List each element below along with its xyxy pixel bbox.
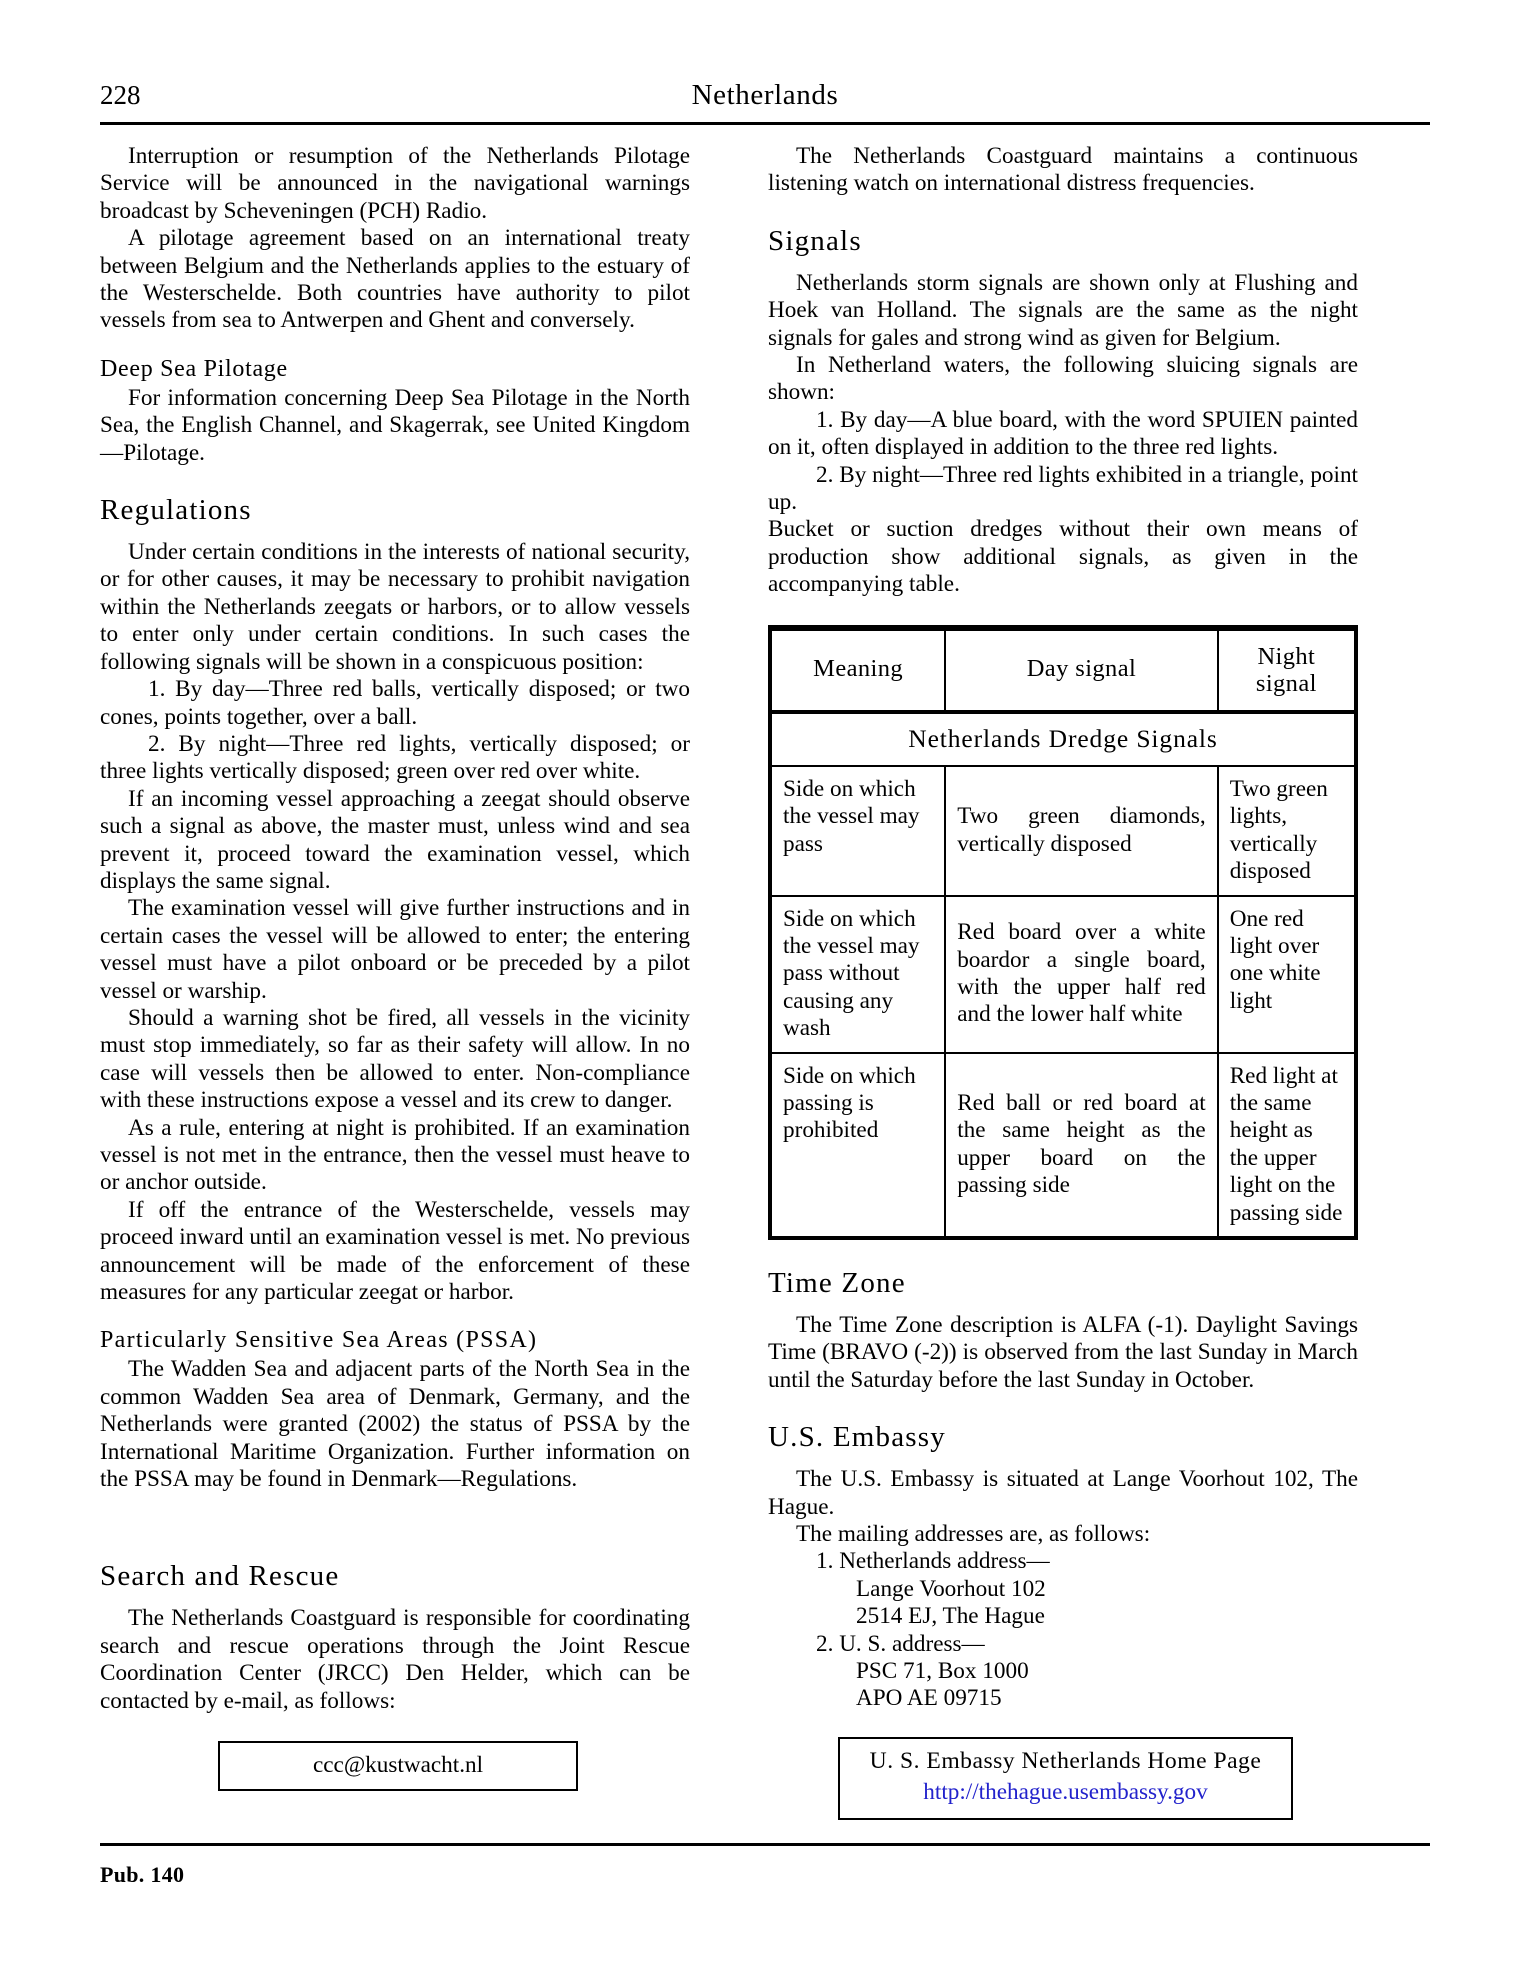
table-row bbox=[772, 766, 1354, 896]
regulations-list-item-1: 1. By day—Three red balls, vertically disposed; or two cones, points together, over a ball. bbox=[100, 676, 690, 730]
paragraph-warning-shot: Should a warning shot be fired, all vessels in the vicinity must stop immediately, so far as their safety will allow. In no case will vessels then be allowed to enter. Non-compliance with these instructions expose a vessel and its crew to danger. bbox=[100, 1004, 690, 1114]
paragraph-examination-vessel: The examination vessel will give further instructions and in certain cases the vessel will be allowed to enter; the entering vessel must have a pilot onboard or be preceded by a pilot vessel or warship. bbox=[100, 895, 690, 1004]
cell-day-signal: Red board over a white boardor a single board, with the upper half red and the lower half white bbox=[945, 896, 1218, 1053]
header-rule bbox=[100, 122, 1430, 125]
paragraph-westerschelde-entrance: If off the entrance of the Westerschelde, vessels may proceed inward until an examination vessel is met. No previous announcement will be made of the enforcement of these measures for any particular zeegat or harbor. bbox=[100, 1196, 690, 1306]
paragraph-dredges: Bucket or suction dredges without their own means of production show additional signals, as given in the accompanying table. bbox=[768, 516, 1358, 598]
left-column bbox=[100, 143, 690, 1791]
table-caption: Netherlands Dredge Signals bbox=[908, 723, 1218, 753]
cell-day-signal: Red ball or red board at the same height as the upper board on the passing side bbox=[945, 1053, 1218, 1236]
running-head bbox=[100, 78, 1430, 118]
address-item-2-line-2: APO AE 09715 bbox=[856, 1685, 1002, 1712]
footer-rule bbox=[100, 1843, 1430, 1846]
paragraph-incoming-vessel: If an incoming vessel approaching a zeegat should observe such a signal as above, the master must, unless wind and sea prevent it, proceed toward the examination vessel, which displays the same signal. bbox=[100, 785, 690, 894]
table-caption-row bbox=[772, 712, 1354, 766]
address-item-1-label: 1. Netherlands address— bbox=[816, 1548, 1050, 1575]
column-header-day-signal: Day signal bbox=[945, 630, 1218, 712]
signals-list-item-2: 2. By night—Three red lights exhibited in a triangle, point up. bbox=[768, 461, 1358, 516]
spacer bbox=[100, 1493, 690, 1533]
heading-time-zone: Time Zone bbox=[768, 1267, 906, 1299]
address-item-1-line-2: 2514 EJ, The Hague bbox=[856, 1603, 1045, 1630]
heading-regulations: Regulations bbox=[100, 494, 252, 527]
paragraph-coastguard-watch: The Netherlands Coastguard maintains a continuous listening watch on international distress frequencies. bbox=[768, 143, 1358, 197]
cell-night-signal: One red light over one white light bbox=[1218, 896, 1354, 1053]
column-header-night-signal: Night signal bbox=[1218, 630, 1354, 712]
running-title: Netherlands bbox=[691, 79, 839, 111]
address-item-2-label: 2. U. S. address— bbox=[816, 1630, 985, 1657]
paragraph-search-and-rescue: The Netherlands Coastguard is responsible for coordinating search and rescue operations through the Joint Rescue Coordination Center (JRCC) Den Helder, which can be contacted by e-mail, as follows: bbox=[100, 1605, 690, 1714]
cell-day-signal: Two green diamonds, vertically disposed bbox=[945, 766, 1218, 896]
page-number: 228 bbox=[100, 80, 141, 110]
cell-night-signal: Two green lights, vertically disposed bbox=[1218, 766, 1354, 896]
address-item-1-line-1: Lange Voorhout 102 bbox=[856, 1575, 1046, 1602]
heading-us-embassy: U.S. Embassy bbox=[768, 1421, 946, 1454]
paragraph-regulations-intro: Under certain conditions in the interests of national security, or for other causes, it may be necessary to prohibit navigation within the Netherlands zeegats or harbors, or to allow vessels to enter only under certain conditions. In such cases the following signals will be shown in a conspicuous position: bbox=[100, 539, 690, 675]
regulations-list-item-2: 2. By night—Three red lights, vertically disposed; or three lights vertically disposed; green over red over white. bbox=[100, 730, 690, 785]
column-header-meaning: Meaning bbox=[772, 630, 945, 712]
heading-deep-sea-pilotage: Deep Sea Pilotage bbox=[100, 355, 288, 382]
paragraph-night-entry: As a rule, entering at night is prohibited. If an examination vessel is not met in the entrance, then the vessel must heave to or anchor outside. bbox=[100, 1114, 690, 1196]
cell-meaning: Side on which passing is prohibited bbox=[772, 1053, 945, 1236]
table-header-row bbox=[772, 630, 1354, 712]
dredge-signals-table bbox=[772, 629, 1354, 1236]
table-row bbox=[772, 1053, 1354, 1236]
signals-list-item-1: 1. By day—A blue board, with the word SPUIEN painted on it, often displayed in addition to the three red lights. bbox=[768, 406, 1358, 461]
right-column bbox=[768, 143, 1358, 1820]
dredge-signals-table-wrapper bbox=[768, 625, 1358, 1240]
paragraph-time-zone: The Time Zone description is ALFA (-1). Daylight Savings Time (BRAVO (-2)) is observed from the last Sunday in March until the Saturday before the last Sunday in October. bbox=[768, 1312, 1358, 1393]
embassy-homepage-box bbox=[838, 1737, 1293, 1820]
paragraph-pilotage-agreement: A pilotage agreement based on an international treaty between Belgium and the Netherlands applies to the estuary of the Westerschelde. Both countries have authority to pilot vessels from sea to Antwerpen and Ghent and conversely. bbox=[100, 225, 690, 334]
heading-signals: Signals bbox=[768, 224, 862, 257]
embassy-address-list bbox=[768, 1548, 1358, 1712]
cell-meaning: Side on which the vessel may pass without causing any wash bbox=[772, 896, 945, 1053]
embassy-homepage-title: U. S. Embassy Netherlands Home Page bbox=[869, 1747, 1262, 1774]
coastguard-email-address: ccc@kustwacht.nl bbox=[312, 1752, 484, 1779]
paragraph-deep-sea-pilotage: For information concerning Deep Sea Pilotage in the North Sea, the English Channel, and Skagerrak, see United Kingdom—Pilotage. bbox=[100, 384, 690, 466]
paragraph-storm-signals: Netherlands storm signals are shown only at Flushing and Hoek van Holland. The signals are the same as the night signals for gales and strong wind as given for Belgium. bbox=[768, 269, 1358, 351]
table-row bbox=[772, 896, 1354, 1053]
publication-number: Pub. 140 bbox=[100, 1862, 185, 1887]
paragraph-interruption: Interruption or resumption of the Netherlands Pilotage Service will be announced in the navigational warnings broadcast by Scheveningen (PCH) Radio. bbox=[100, 143, 690, 224]
embassy-homepage-link[interactable]: http://thehague.usembassy.gov bbox=[923, 1778, 1208, 1805]
paragraph-mailing-intro: The mailing addresses are, as follows: bbox=[796, 1521, 1151, 1548]
cell-night-signal: Red light at the same height as the upper light on the passing side bbox=[1218, 1053, 1354, 1236]
paragraph-pssa: The Wadden Sea and adjacent parts of the North Sea in the common Wadden Sea area of Denmark, Germany, and the Netherlands were granted (2002) the status of PSSA by the International Maritime Organization. Further information on the PSSA may be found in Denmark—Regulations. bbox=[100, 1356, 690, 1493]
heading-pssa: Particularly Sensitive Sea Areas (PSSA) bbox=[100, 1327, 538, 1354]
heading-search-and-rescue: Search and Rescue bbox=[100, 1560, 340, 1593]
cell-meaning: Side on which the vessel may pass bbox=[772, 766, 945, 896]
email-box bbox=[218, 1741, 578, 1791]
address-item-2-line-1: PSC 71, Box 1000 bbox=[856, 1658, 1029, 1685]
paragraph-sluicing-signals: In Netherland waters, the following sluicing signals are shown: bbox=[768, 352, 1358, 406]
paragraph-embassy-location: The U.S. Embassy is situated at Lange Voorhout 102, The Hague. bbox=[768, 1466, 1358, 1520]
